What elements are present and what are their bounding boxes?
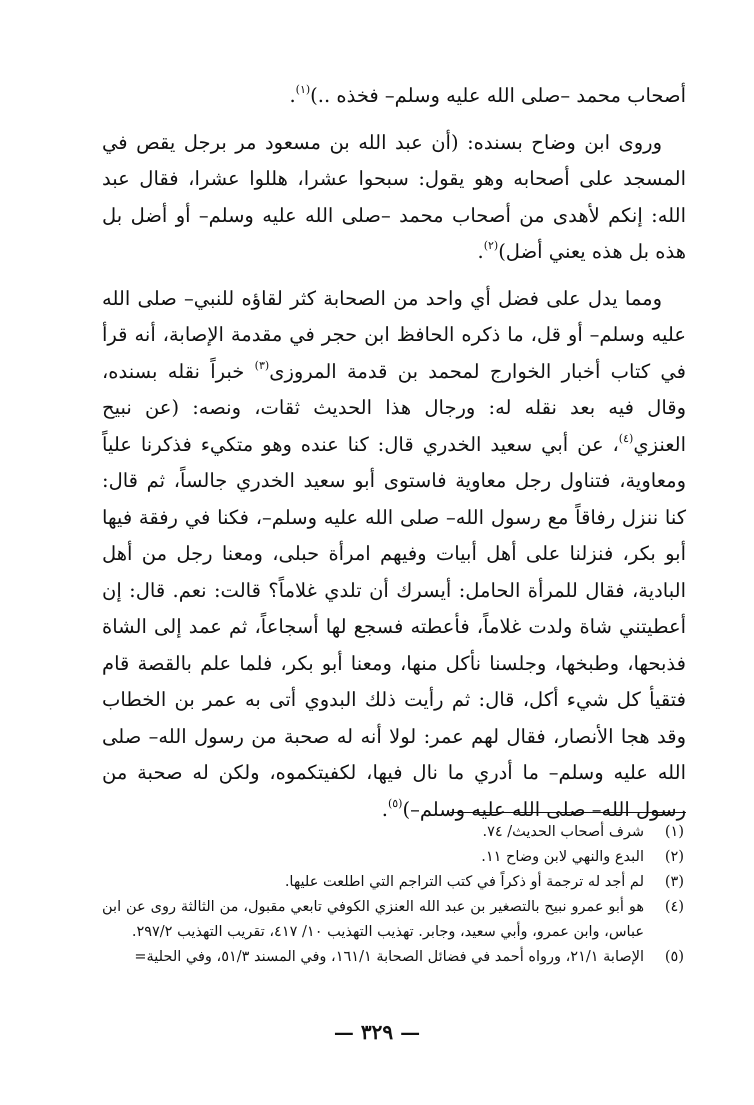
paragraph-2-end: . bbox=[477, 240, 484, 263]
footnote-item bbox=[102, 895, 686, 945]
paragraph-3-text-a: ومما يدل على فضل أي واحد من الصحابة كثر لقاؤه للنبي– صلى الله عليه وسلم– أو قل، ما ذكره الحافظ ابن حجر في مقدمة الإصابة، أنه قرأ في كتاب أخبار الخوارج لمحمد بن قدمة المروزى bbox=[102, 286, 686, 383]
paragraph-1-text: أصحاب محمد –صلى الله عليه وسلم– فخذه ..) bbox=[310, 84, 686, 107]
paragraph-1-end: . bbox=[289, 84, 296, 107]
footnote-text: الإصابة ٢١/١، ورواه أحمد في فضائل الصحابة ١٦١/١، وفي المسند ٥١/٣، وفي الحلية= bbox=[134, 949, 644, 965]
footnote-ref-3[interactable]: (٣) bbox=[254, 358, 270, 372]
footnote-number: (١) bbox=[664, 824, 684, 840]
footnote-divider bbox=[450, 812, 686, 813]
paragraph-3-text-b: خبراً نقله بسنده، وقال فيه بعد نقله له: ورجال هذا الحديث ثقات، ونصه: (عن نبيح العنزي bbox=[102, 359, 686, 456]
page-number: — ٣٢٩ — bbox=[333, 1020, 421, 1044]
footnote-ref-1[interactable]: (١) bbox=[295, 83, 311, 96]
footnote-text: البدع والنهي لابن وضاح ١١. bbox=[481, 849, 644, 865]
footnote-text: هو أبو عمرو نبيح بالتصغير بن عبد الله العنزي الكوفي تابعي مقبول، من الثالثة روى عن ابن عباس، وابن عمرو، وأبي سعيد، وجابر. تهذيب التهذيب ١٠/ ٤١٧، تقريب التهذيب ٢٩٧/٢. bbox=[102, 899, 644, 940]
footnote-number: (٣) bbox=[664, 874, 684, 890]
paragraph-2-text: وروى ابن وضاح بسنده: (أن عبد الله بن مسعود مر برجل يقص في المسجد على أصحابه وهو يقول: سبحوا عشرا، هللوا عشرا، فقال عبد الله: إنكم لأهدى من أصحاب محمد –صلى الله عليه وسلم– أو أضل بل هذه بل هذه يعني أضل) bbox=[102, 130, 686, 263]
footnote-item bbox=[102, 845, 686, 870]
footnote-item bbox=[102, 870, 686, 895]
footnote-number: (٥) bbox=[664, 949, 684, 965]
main-text bbox=[102, 78, 686, 828]
footnote-ref-5[interactable]: (٥) bbox=[387, 796, 403, 810]
footnote-text: شرف أصحاب الحديث/ ٧٤. bbox=[482, 824, 644, 840]
footnote-number: (٤) bbox=[664, 899, 684, 915]
paragraph-3-text-c: ، عن أبي سعيد الخدري قال: كنا عنده وهو متكيء فذكرنا علياً ومعاوية، فتناول رجل معاوية فاستوى أبو سعيد الخدري جالساً، ثم قال: كنا ننزل رفاقاً مع رسول الله– صلى الله عليه وسلم–، فكنا في رفقة فيها أبو بكر، فنزلنا على أهل أبيات وفيهم امرأة حبلى، ومعنا رجل من أهل البادية، فقال للمرأة الحامل: أيسرك أن تلدي غلاماً؟ قالت: نعم. قال: إن أعطيتني شاة ولدت غلاماً، فأعطته فسجع لها أسجاعاً، ثم عمد إلى الشاة فذبحها، وطبخها، وجلسنا نأكل منها، ومعنا أبو بكر، فلما علم بالقصة قام فتقيأ كل شيء أكل، قال: ثم رأيت ذلك البدوي أتى به عمر بن الخطاب وقد هجا الأنصار، فقال لهم عمر: لولا أنه له صحبة من رسول الله– صلى الله عليه وسلم– ما أدري ما نال فيها، لكفيتكموه، ولكن له صحبة من رسول الله– صلى الله عليه وسلم–) bbox=[102, 432, 686, 821]
footnote-ref-2[interactable]: (٢) bbox=[483, 239, 499, 252]
footnote-number: (٢) bbox=[664, 849, 684, 865]
footnote-item bbox=[102, 820, 686, 845]
paragraph-1 bbox=[102, 78, 686, 115]
paragraph-2 bbox=[102, 125, 686, 271]
footnote-item bbox=[102, 945, 686, 970]
paragraph-3-end: . bbox=[381, 797, 388, 821]
footnote-text: لم أجد له ترجمة أو ذكراً في كتب التراجم التي اطلعت عليها. bbox=[284, 874, 644, 890]
footnote-ref-4[interactable]: (٤) bbox=[618, 431, 634, 445]
footnotes bbox=[102, 820, 686, 970]
paragraph-3 bbox=[102, 281, 686, 829]
